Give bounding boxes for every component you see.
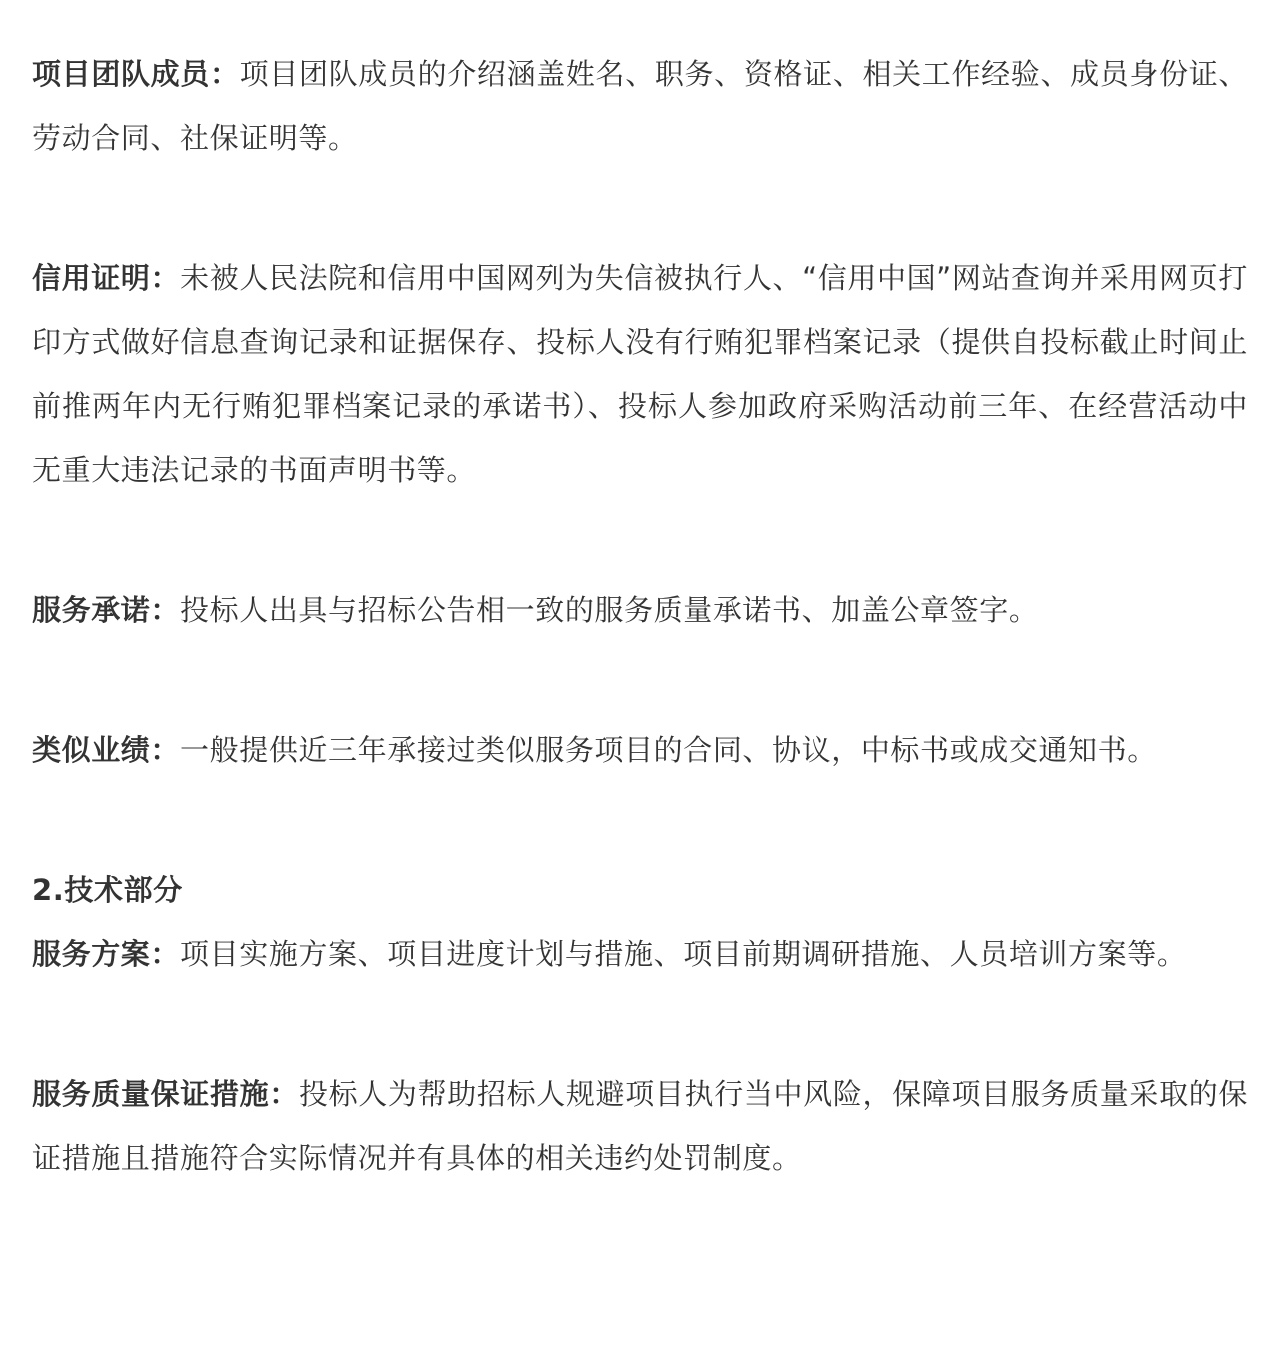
paragraph-similar-performance — [32, 718, 1248, 782]
label-service-commitment: 服务承诺： — [32, 593, 181, 627]
paragraph-credit-proof — [32, 246, 1248, 502]
label-service-plan: 服务方案： — [32, 937, 181, 971]
section-heading-technical: 2.技术部分 — [32, 873, 183, 907]
text-service-commitment: 投标人出具与招标公告相一致的服务质量承诺书、加盖公章签字。 — [180, 593, 1039, 627]
article-body — [32, 42, 1248, 1190]
paragraph-service-plan — [32, 922, 1248, 986]
spacer — [32, 170, 1248, 246]
spacer — [32, 782, 1248, 858]
text-quality-assurance: 投标人为帮助招标人规避项目执行当中风险，保障项目服务质量采取的保证措施且措施符合实际情况并有具体的相关违约处罚制度。 — [32, 1077, 1249, 1175]
spacer — [32, 502, 1248, 578]
text-service-plan: 项目实施方案、项目进度计划与措施、项目前期调研措施、人员培训方案等。 — [180, 937, 1187, 971]
paragraph-quality-assurance — [32, 1062, 1248, 1190]
paragraph-team-members — [32, 42, 1248, 170]
text-similar-performance: 一般提供近三年承接过类似服务项目的合同、协议，中标书或成交通知书。 — [180, 733, 1157, 767]
spacer — [32, 986, 1248, 1062]
text-credit-proof: 未被人民法院和信用中国网列为失信被执行人、“信用中国”网站查询并采用网页打印方式做好信息查询记录和证据保存、投标人没有行贿犯罪档案记录（提供自投标截止时间止前推两年内无行贿犯罪档案记录的承诺书）、投标人参加政府采购活动前三年、在经营活动中无重大违法记录的书面声明书等。 — [32, 261, 1248, 487]
paragraph-service-commitment — [32, 578, 1248, 642]
label-team-members: 项目团队成员： — [32, 57, 240, 91]
label-quality-assurance: 服务质量保证措施： — [32, 1077, 299, 1111]
label-credit-proof: 信用证明： — [32, 261, 181, 295]
label-similar-performance: 类似业绩： — [32, 733, 181, 767]
spacer — [32, 642, 1248, 718]
text-team-members: 项目团队成员的介绍涵盖姓名、职务、资格证、相关工作经验、成员身份证、劳动合同、社保证明等。 — [32, 57, 1248, 155]
